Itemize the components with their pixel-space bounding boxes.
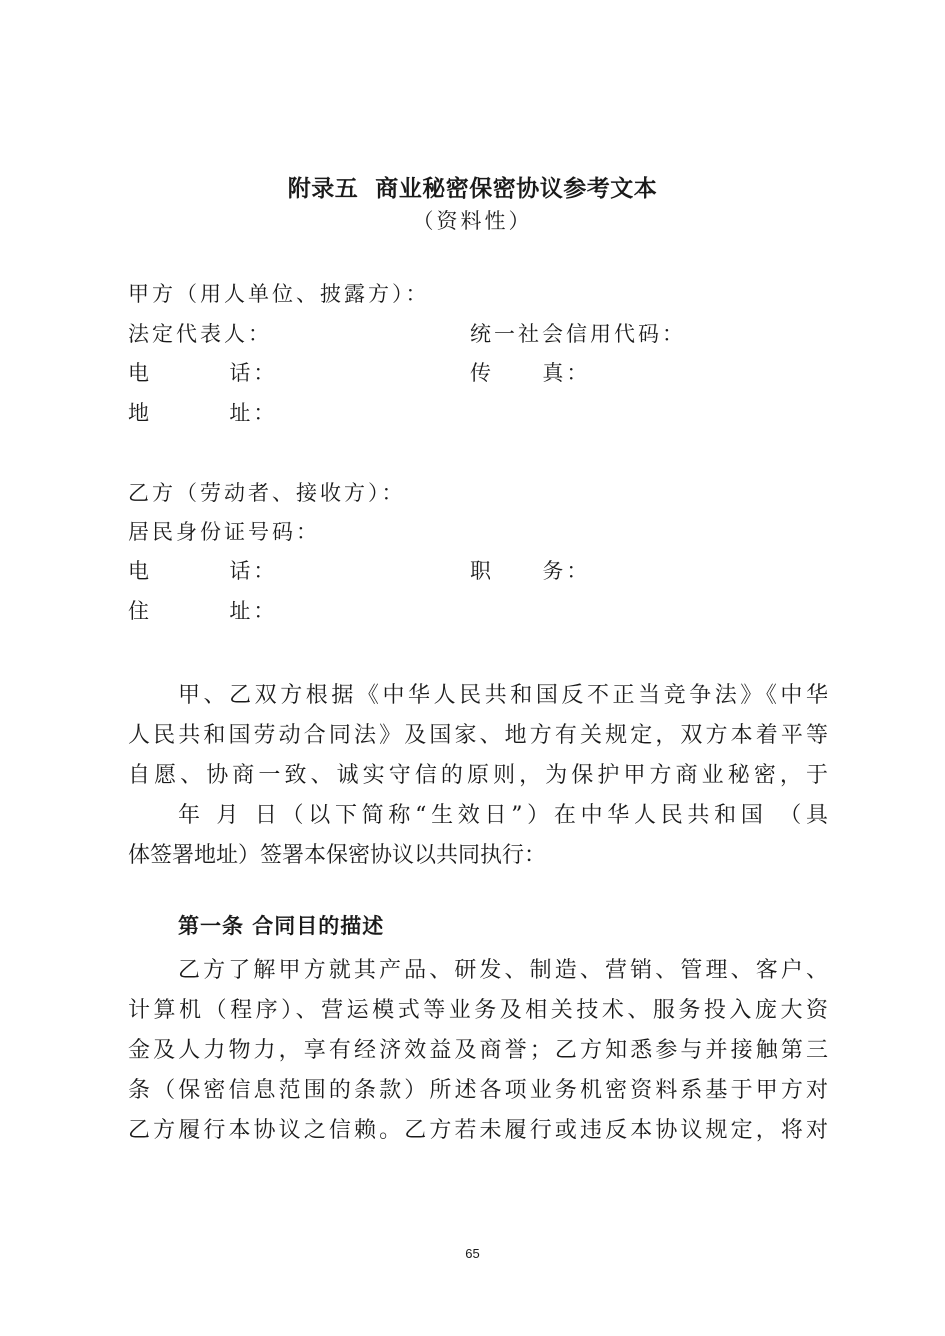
page-number: 65 (465, 1246, 480, 1261)
article-1-line: 金及人力物力，享有经济效益及商誉；乙方知悉参与并接触第三 (128, 1038, 828, 1063)
party-a-phone-label: 电 话： (128, 361, 278, 385)
party-b-heading: 乙方（劳动者、接收方）： (128, 481, 406, 505)
party-a-heading: 甲方（用人单位、披露方）： (128, 282, 430, 306)
party-b-id-number-label: 居民身份证号码： (128, 520, 320, 544)
preamble-line: 体签署地址）签署本保密协议以共同执行： (128, 843, 547, 868)
party-b-phone-label: 电 话： (128, 559, 278, 583)
preamble-line: 年 月 日（以下简称“生效日”）在中华人民共和国 （具 (178, 803, 828, 828)
preamble-line: 自愿、协商一致、诚实守信的原则，为保护甲方商业秘密，于 (128, 763, 828, 788)
party-a-address-label: 地 址： (128, 401, 278, 425)
document-subtitle: （资料性） (412, 209, 533, 233)
preamble-line: 人民共和国劳动合同法》及国家、地方有关规定，双方本着平等 (128, 723, 828, 748)
party-a-legal-rep-label: 法定代表人： (128, 322, 272, 346)
party-b-address-label: 住 址： (128, 599, 278, 623)
article-1-line: 乙方了解甲方就其产品、研发、制造、营销、管理、客户、 (178, 958, 828, 983)
article-1-line: 乙方履行本协议之信赖。乙方若未履行或违反本协议规定，将对 (128, 1118, 828, 1143)
article-1-paragraph (128, 951, 828, 1151)
party-a-credit-code-label: 统一社会信用代码： (470, 322, 686, 346)
preamble-line: 甲、乙双方根据《中华人民共和国反不正当竞争法》《中华 (178, 683, 828, 708)
document-title: 附录五 商业秘密保密协议参考文本 (287, 176, 658, 202)
preamble-paragraph (128, 676, 828, 876)
article-1-line: 条（保密信息范围的条款）所述各项业务机密资料系基于甲方对 (128, 1078, 828, 1103)
article-1-heading: 第一条 合同目的描述 (178, 914, 385, 938)
article-1-line: 计算机（程序）、营运模式等业务及相关技术、服务投入庞大资 (128, 998, 828, 1023)
party-a-fax-label: 传 真： (470, 361, 591, 385)
party-b-position-label: 职 务： (470, 559, 591, 583)
